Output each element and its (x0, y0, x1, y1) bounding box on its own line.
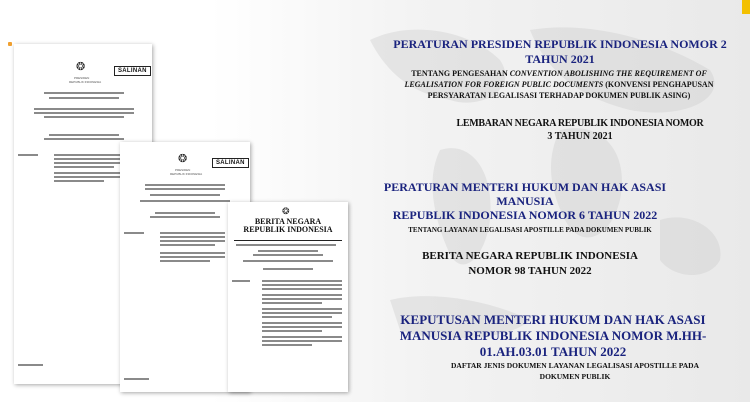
perpres-subtitle: TENTANG PENGESAHAN CONVENTION ABOLISHING THE REQUIREMENT OF LEGALISATION FOR FOREIGN PUBLIC DOCUMENTS (KONVENSI PENGHAPUSAN PERSYARATAN LEGALISASI TERHADAP DOKUMEN PUBLIK ASING) (404, 69, 714, 100)
kepmen-title-line2: MANUSIA REPUBLIK INDONESIA NOMOR M.HH- (399, 328, 707, 343)
kepmen-subtitle-line1: DAFTAR JENIS DOKUMEN LAYANAN LEGALISASI APOSTILLE PADA (451, 361, 699, 370)
permen-subtitle: TENTANG LAYANAN LEGALISASI APOSTILLE PADA DOKUMEN PUBLIK (408, 226, 652, 234)
permen-title-line2: MANUSIA (496, 194, 554, 208)
perpres-title-line1: PERATURAN PRESIDEN REPUBLIK INDONESIA NOMOR 2 (393, 37, 727, 51)
salinan-badge: SALINAN (114, 66, 151, 76)
berita-negara-subtitle: REPUBLIK INDONESIA (243, 225, 333, 234)
doc-heading: PRESIDEN (175, 168, 191, 172)
document-thumbnail-berita-negara (228, 202, 348, 392)
accent-dot (8, 42, 12, 46)
perpres-title-line2: TAHUN 2021 (525, 52, 595, 66)
lembaran-negara-line2: 3 TAHUN 2021 (547, 131, 613, 142)
doc-subheading: REPUBLIK INDONESIA (170, 172, 203, 176)
kepmen-title-line1: KEPUTUSAN MENTERI HUKUM DAN HAK ASASI (400, 312, 706, 327)
garuda-emblem-icon: ❂ (282, 206, 290, 216)
corner-accent (742, 0, 750, 14)
berita-negara-title: BERITA NEGARA (254, 217, 322, 226)
kepmen-title-line3: 01.AH.03.01 TAHUN 2022 (479, 344, 627, 359)
doc-subheading: REPUBLIK INDONESIA (69, 80, 102, 84)
salinan-badge: SALINAN (212, 158, 249, 168)
lembaran-negara-line1: LEMBARAN NEGARA REPUBLIK INDONESIA NOMOR (456, 118, 704, 129)
doc-heading: PRESIDEN (74, 76, 90, 80)
garuda-emblem-icon: ❂ (76, 61, 86, 73)
berita-negara-line1: BERITA NEGARA REPUBLIK INDONESIA (422, 250, 638, 262)
permen-title-line3: REPUBLIK INDONESIA NOMOR 6 TAHUN 2022 (392, 208, 658, 222)
kepmen-subtitle-line2: DOKUMEN PUBLIK (539, 372, 611, 381)
garuda-emblem-icon: ❂ (178, 153, 188, 165)
berita-negara-line2: NOMOR 98 TAHUN 2022 (468, 265, 592, 277)
permen-title-line1: PERATURAN MENTERI HUKUM DAN HAK ASASI (383, 180, 667, 194)
